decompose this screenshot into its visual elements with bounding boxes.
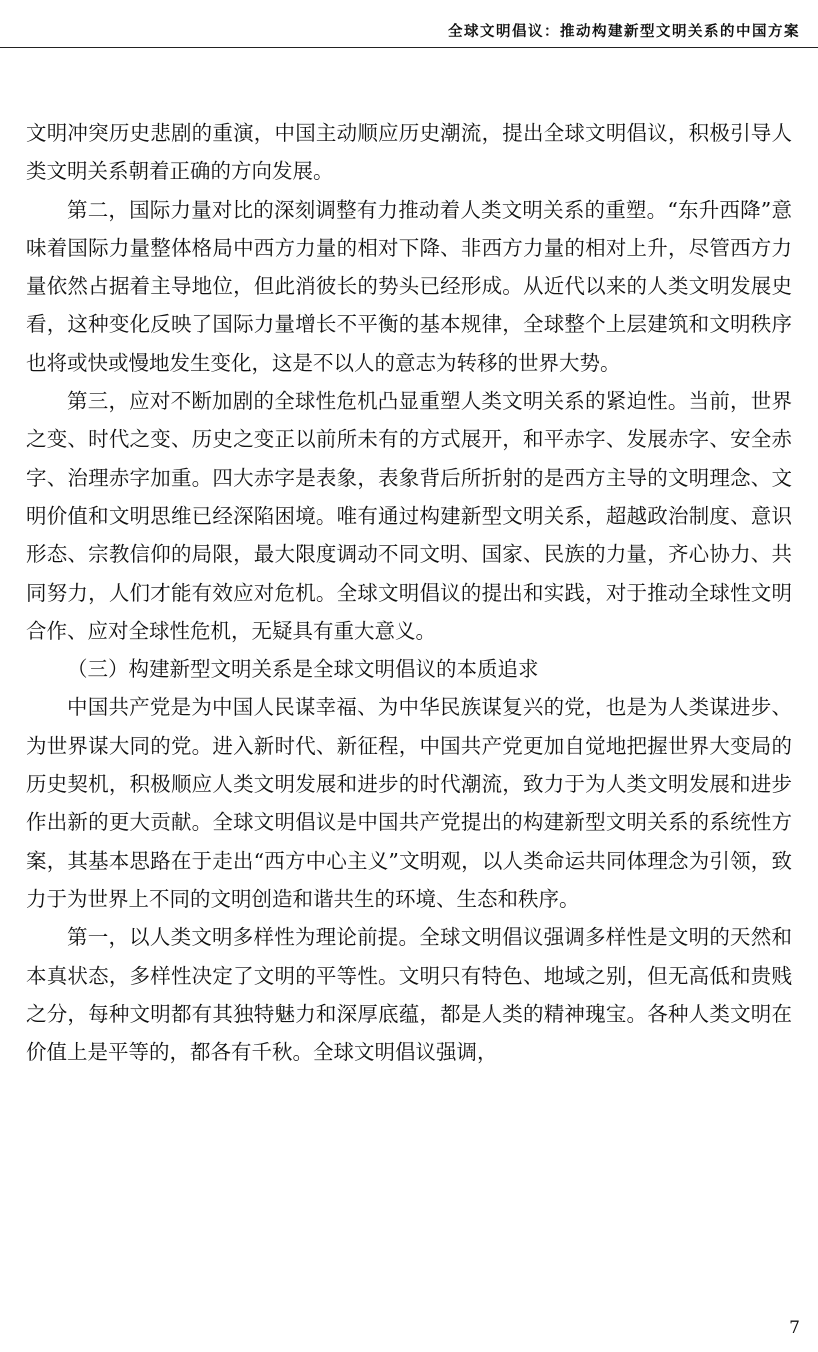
header-rule — [0, 47, 818, 48]
section-heading: （三）构建新型文明关系是全球文明倡议的本质追求 — [67, 657, 539, 682]
running-header: 全球文明倡议：推动构建新型文明关系的中国方案 — [448, 23, 800, 40]
paragraph-continuation: 文明冲突历史悲剧的重演，中国主动顺应历史潮流，提出全球文明倡议，积极引导人类文明关系朝着正确的方向发展。 — [26, 121, 792, 184]
paragraph: 第三，应对不断加剧的全球性危机凸显重塑人类文明关系的紧迫性。当前，世界之变、时代之变、历史之变正以前所未有的方式展开，和平赤字、发展赤字、安全赤字、治理赤字加重。四大赤字是表象，表象背后所折射的是西方主导的文明理念、文明价值和文明思维已经深陷困境。唯有通过构建新型文明关系，超越政治制度、意识形态、宗教信仰的局限，最大限度调动不同文明、国家、民族的力量，齐心协力、共同努力，人们才能有效应对危机。全球文明倡议的提出和实践，对于推动全球性文明合作、应对全球性危机，无疑具有重大意义。 — [26, 389, 792, 643]
body-text — [26, 114, 792, 1071]
paragraph: 中国共产党是为中国人民谋幸福、为中华民族谋复兴的党，也是为人类谋进步、为世界谋大同的党。进入新时代、新征程，中国共产党更加自觉地把握世界大变局的历史契机，积极顺应人类文明发展和进步的时代潮流，致力于为人类文明发展和进步作出新的更大贡献。全球文明倡议是中国共产党提出的构建新型文明关系的系统性方案，其基本思路在于走出“西方中心主义”文明观，以人类命运共同体理念为引领，致力于为世界上不同的文明创造和谐共生的环境、生态和秩序。 — [26, 695, 792, 911]
page-number: 7 — [789, 1318, 800, 1338]
paragraph: 第二，国际力量对比的深刻调整有力推动着人类文明关系的重塑。“东升西降”意味着国际力量整体格局中西方力量的相对下降、非西方力量的相对上升，尽管西方力量依然占据着主导地位，但此消彼长的势头已经形成。从近代以来的人类文明发展史看，这种变化反映了国际力量增长不平衡的基本规律，全球整个上层建筑和文明秩序也将或快或慢地发生变化，这是不以人的意志为转移的世界大势。 — [26, 197, 792, 375]
paragraph: 第一，以人类文明多样性为理论前提。全球文明倡议强调多样性是文明的天然和本真状态，多样性决定了文明的平等性。文明只有特色、地域之别，但无高低和贵贱之分，每种文明都有其独特魅力和深厚底蕴，都是人类的精神瑰宝。各种人类文明在价值上是平等的，都各有千秋。全球文明倡议强调， — [26, 925, 792, 1065]
